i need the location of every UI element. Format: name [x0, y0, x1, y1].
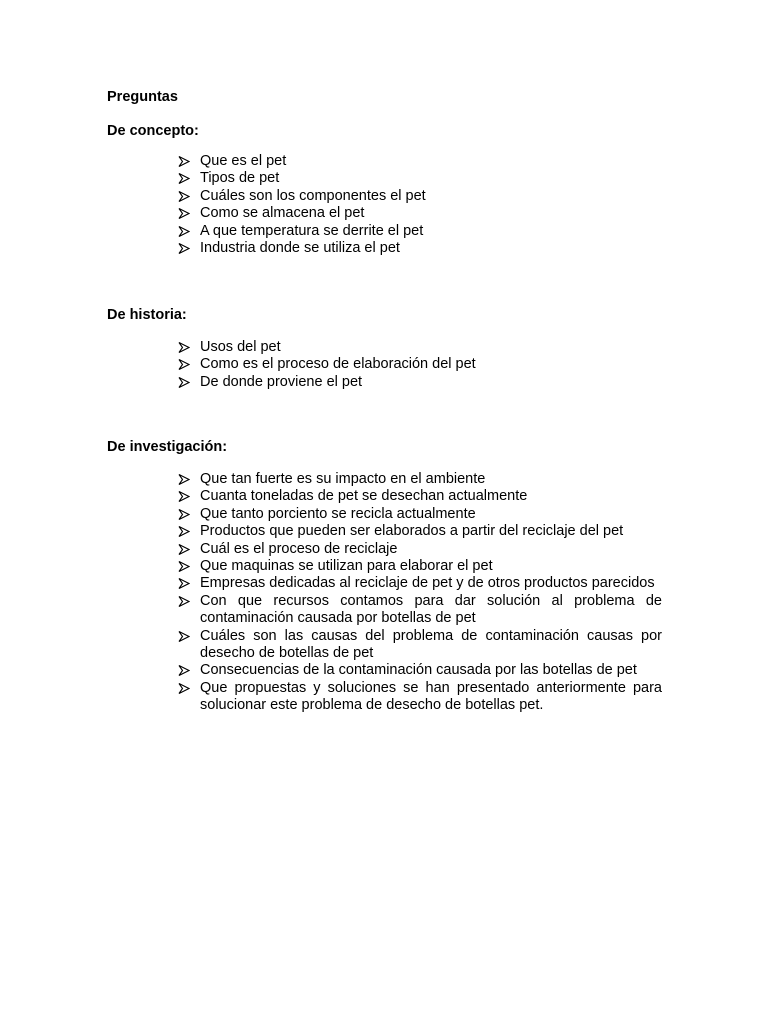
list-item: [178, 471, 662, 488]
arrow-bullet-icon: [178, 356, 192, 373]
list-item-text: Usos del pet: [200, 339, 281, 355]
list-item: [178, 223, 662, 240]
arrow-bullet-icon: [178, 188, 192, 205]
list-item-text: De donde proviene el pet: [200, 373, 363, 390]
list-item-text: Que tanto porciento se recicla actualmente: [200, 505, 476, 522]
arrow-bullet-icon: [178, 593, 192, 610]
list-item: [178, 188, 662, 205]
arrow-bullet-icon: [178, 374, 192, 391]
list-item-text: Con que recursos contamos para dar solución al problema de contaminación causada por botellas de pet: [200, 592, 662, 627]
arrow-bullet-icon: [178, 339, 192, 356]
list-item: [178, 488, 662, 505]
list-item: [178, 205, 662, 222]
section-heading-investigacion: De investigación:: [107, 439, 228, 455]
list-item-text: Que maquinas se utilizan para elaborar el pet: [200, 558, 493, 575]
list-item: [178, 628, 662, 663]
list-item: [178, 680, 662, 715]
section-heading-concepto: De concepto:: [107, 123, 199, 139]
list-item-text: Empresas dedicadas al reciclaje de pet y de otros productos parecidos: [200, 575, 655, 592]
arrow-bullet-icon: [178, 628, 192, 645]
list-item-text: Como se almacena el pet: [200, 205, 365, 222]
list-item-text: Que tan fuerte es su impacto en el ambiente: [200, 471, 486, 487]
list-item-text: Cuanta toneladas de pet se desechan actualmente: [200, 488, 528, 505]
list-item: [178, 170, 662, 187]
list-item: [178, 662, 662, 679]
list-item-text: Cuáles son las causas del problema de contaminación causas por desecho de botellas de pet: [200, 627, 662, 662]
list-item-text: A que temperatura se derrite el pet: [200, 222, 424, 239]
arrow-bullet-icon: [178, 506, 192, 523]
list-item: [178, 541, 662, 558]
arrow-bullet-icon: [178, 223, 192, 240]
section-list-historia: [178, 339, 662, 391]
list-item: [178, 506, 662, 523]
arrow-bullet-icon: [178, 680, 192, 697]
arrow-bullet-icon: [178, 523, 192, 540]
arrow-bullet-icon: [178, 558, 192, 575]
list-item-text: Que es el pet: [200, 153, 287, 169]
arrow-bullet-icon: [178, 153, 192, 170]
list-item-text: Cuál es el proceso de reciclaje: [200, 540, 398, 557]
list-item: [178, 339, 662, 356]
list-item-text: Cuáles son los componentes el pet: [200, 187, 426, 204]
section-list-investigacion: [178, 471, 662, 715]
list-item: [178, 240, 662, 257]
list-item-text: Productos que pueden ser elaborados a partir del reciclaje del pet: [200, 523, 624, 540]
arrow-bullet-icon: [178, 471, 192, 488]
arrow-bullet-icon: [178, 575, 192, 592]
list-item-text: Como es el proceso de elaboración del pet: [200, 356, 476, 373]
arrow-bullet-icon: [178, 488, 192, 505]
arrow-bullet-icon: [178, 170, 192, 187]
list-item-text: Industria donde se utiliza el pet: [200, 240, 400, 257]
list-item: [178, 374, 662, 391]
list-item-text: Tipos de pet: [200, 170, 280, 187]
section-list-concepto: [178, 153, 662, 257]
list-item: [178, 575, 662, 592]
list-item: [178, 356, 662, 373]
section-heading-historia: De historia:: [107, 307, 187, 323]
list-item: [178, 523, 662, 540]
list-item: [178, 558, 662, 575]
document-title: Preguntas: [107, 89, 178, 105]
list-item: [178, 593, 662, 628]
arrow-bullet-icon: [178, 662, 192, 679]
arrow-bullet-icon: [178, 240, 192, 257]
list-item-text: Consecuencias de la contaminación causada por las botellas de pet: [200, 662, 637, 679]
arrow-bullet-icon: [178, 541, 192, 558]
list-item: [178, 153, 662, 170]
list-item-text: Que propuestas y soluciones se han presentado anteriormente para solucionar este problema de desecho de botellas pet.: [200, 679, 662, 714]
arrow-bullet-icon: [178, 205, 192, 222]
